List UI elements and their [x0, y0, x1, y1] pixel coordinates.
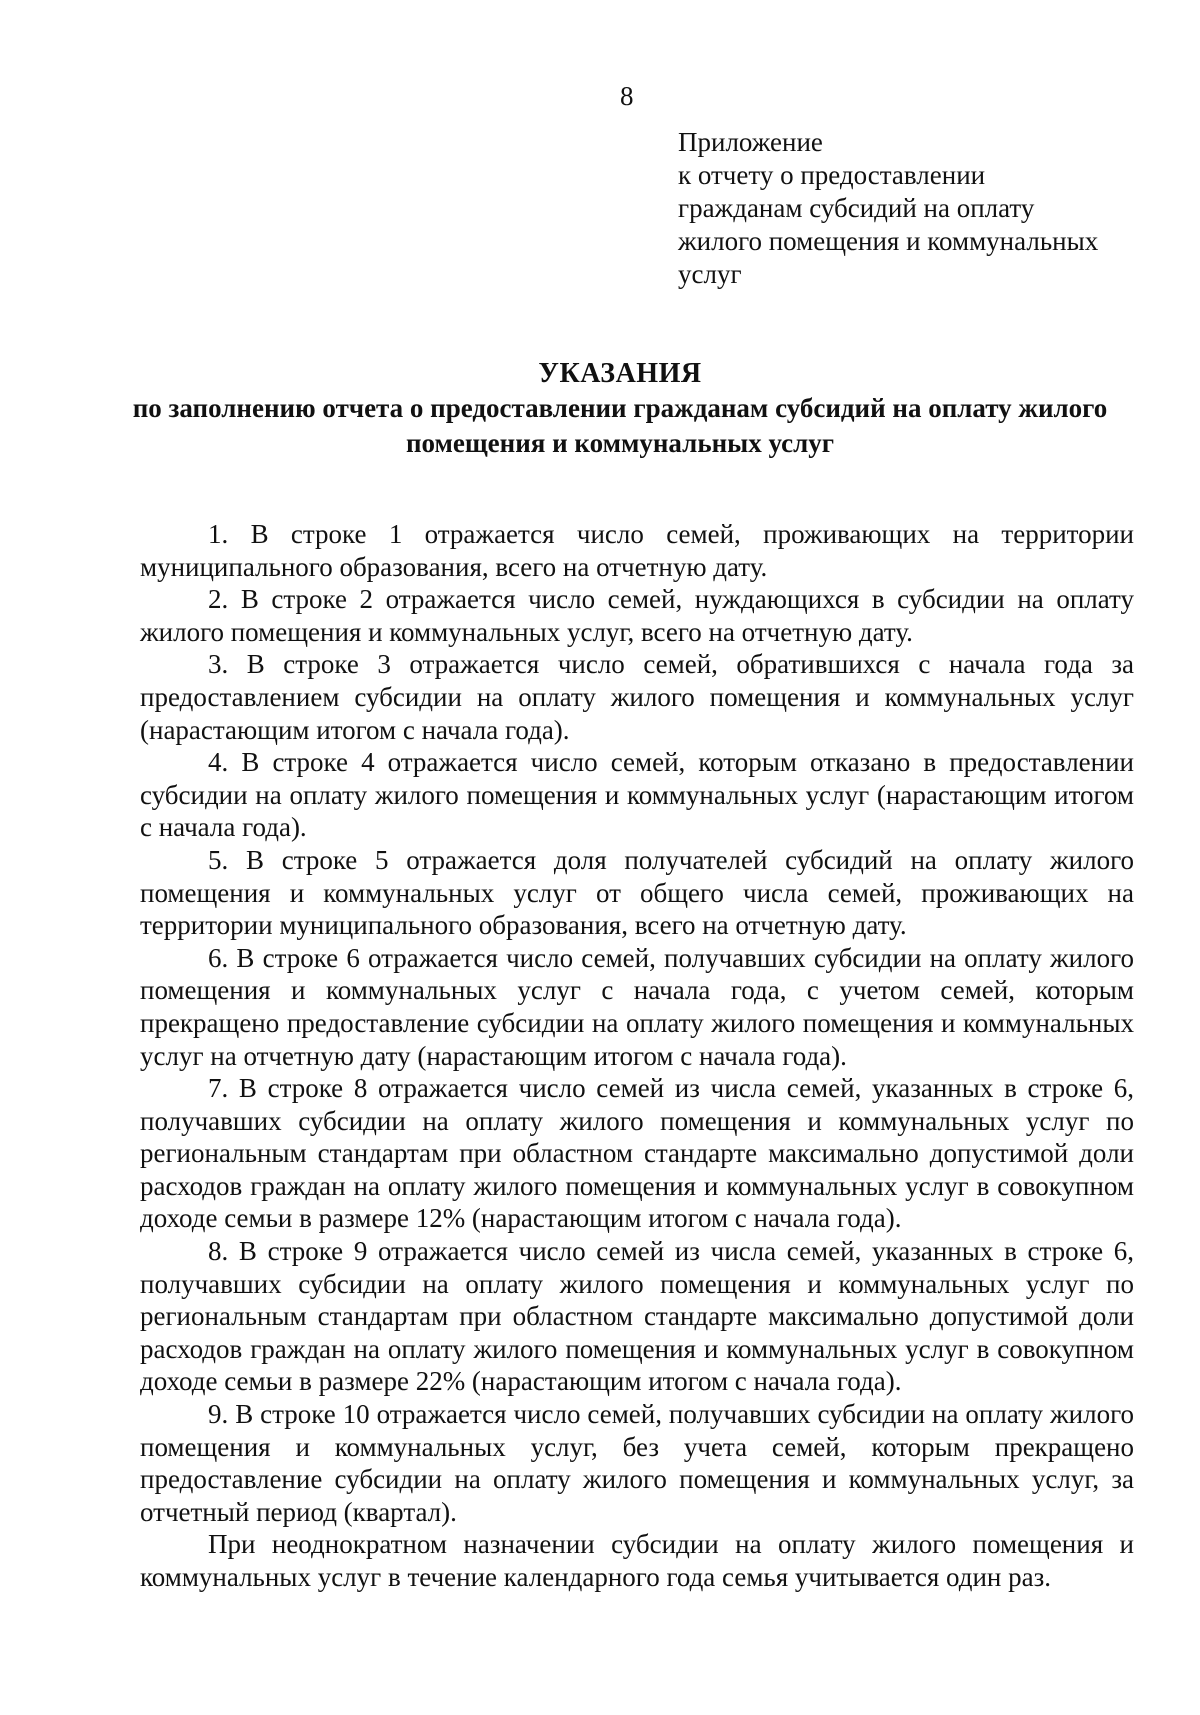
appendix-line: услуг: [678, 259, 742, 289]
appendix-line: к отчету о предоставлении: [678, 160, 986, 190]
appendix-note: [678, 126, 1148, 291]
instruction-paragraph: 5. В строке 5 отражается доля получателей субсидий на оплату жилого помещения и коммунальных услуг от общего числа семей, проживающих на территории муниципального образования, всего на отчетную дату.: [140, 844, 1134, 941]
instruction-paragraph: 4. В строке 4 отражается число семей, которым отказано в предоставлении субсидии на оплату жилого помещения и коммунальных услуг (нарастающим итогом с начала года).: [140, 747, 1134, 843]
instruction-paragraph: 6. В строке 6 отражается число семей, получавших субсидии на оплату жилого помещения и коммунальных услуг с начала года, с учетом семей, которым прекращено предоставление субсидии на оплату жилого помещения и коммунальных услуг на отчетную дату (нарастающим итогом с начала года).: [140, 942, 1134, 1071]
instruction-paragraph: 2. В строке 2 отражается число семей, нуждающихся в субсидии на оплату жилого помещения и коммунальных услуг, всего на отчетную дату.: [140, 584, 1134, 647]
appendix-line: жилого помещения и коммунальных: [678, 226, 1099, 256]
instruction-paragraph: 8. В строке 9 отражается число семей из числа семей, указанных в строке 6, получавших субсидии на оплату жилого помещения и коммунальных услуг по региональным стандартам при областном стандарте максимально допустимой доли расходов граждан на оплату жилого помещения и коммунальных услуг в совокупном доходе семьи в размере 22% (нарастающим итогом с начала года).: [140, 1236, 1134, 1397]
appendix-line: Приложение: [678, 127, 823, 157]
instructions-body: [140, 518, 1134, 1594]
instruction-paragraph: 3. В строке 3 отражается число семей, обратившихся с начала года за предоставлением субсидии на оплату жилого помещения и коммунальных услуг (нарастающим итогом с начала года).: [140, 649, 1134, 745]
instruction-paragraph: 9. В строке 10 отражается число семей, получавших субсидии на оплату жилого помещения и коммунальных услуг, без учета семей, которым прекращено предоставление субсидии на оплату жилого помещения и коммунальных услуг, за отчетный период (квартал).: [140, 1399, 1134, 1527]
page-number: 8: [620, 81, 634, 111]
closing-paragraph: При неоднократном назначении субсидии на оплату жилого помещения и коммунальных услуг в течение календарного года семья учитывается один раз.: [140, 1529, 1134, 1592]
document-subtitle: по заполнению отчета о предоставлении гражданам субсидий на оплату жилого помещения и коммунальных услуг: [132, 393, 1108, 458]
appendix-line: гражданам субсидий на оплату: [678, 193, 1035, 223]
instruction-paragraph: 7. В строке 8 отражается число семей из числа семей, указанных в строке 6, получавших субсидии на оплату жилого помещения и коммунальных услуг по региональным стандартам при областном стандарте максимально допустимой доли расходов граждан на оплату жилого помещения и коммунальных услуг в совокупном доходе семьи в размере 12% (нарастающим итогом с начала года).: [140, 1073, 1134, 1234]
instruction-paragraph: 1. В строке 1 отражается число семей, проживающих на территории муниципального образования, всего на отчетную дату.: [140, 519, 1134, 582]
document-title: УКАЗАНИЯ: [538, 358, 702, 389]
